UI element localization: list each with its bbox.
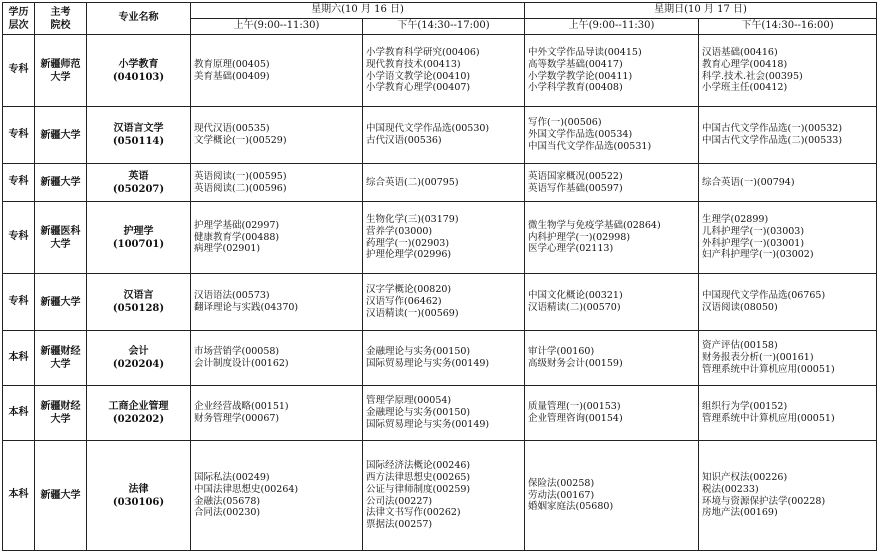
sun-am-cell	[525, 202, 699, 274]
course-item: 儿科护理学(一)(03003)	[702, 225, 805, 237]
course-item: 税法(00233)	[702, 483, 759, 495]
school-cell: 新疆大学	[35, 164, 87, 202]
major-cell	[87, 164, 191, 202]
sat-am-cell	[191, 331, 363, 386]
header-school	[35, 3, 87, 35]
course-item: 综合英语(一)(00794)	[702, 176, 795, 188]
major-code: (050207)	[112, 183, 165, 195]
major-name: 工商企业管理	[108, 401, 169, 412]
header-major: 专业名称	[87, 3, 191, 35]
sat-pm-cell	[363, 164, 525, 202]
course-item: 高等数学基础(00417)	[528, 58, 623, 70]
header-sun-pm: 下午(14:30--16:00)	[699, 19, 877, 35]
course-item: 药理学(一)(02903)	[366, 237, 450, 249]
course-item: 高级财务会计(00159)	[528, 358, 623, 369]
course-item: 市场营销学(00058)	[194, 346, 280, 358]
course-item: 国际贸易理论与实务(00149)	[366, 358, 490, 369]
school-cell: 新疆医科大学	[35, 202, 87, 274]
course-item: 中国古代文学作品选(二)(00533)	[702, 135, 843, 146]
table-row	[3, 35, 877, 107]
sat-pm-cell	[363, 202, 525, 274]
course-item: 合同法(00230)	[194, 507, 261, 519]
major-code: (020204)	[112, 359, 165, 370]
course-item: 外科护理学(一)(03001)	[702, 237, 805, 249]
sun-am-cell	[525, 331, 699, 386]
level-cell: 专科	[3, 274, 35, 331]
major-name: 会计	[128, 346, 149, 357]
course-item: 汉语写作(06462)	[366, 296, 442, 308]
school-cell: 新疆财经大学	[35, 386, 87, 441]
course-item: 小学语文教学论(00410)	[366, 70, 471, 82]
course-item: 内科护理学(一)(02998)	[528, 231, 631, 243]
sun-pm-cell	[699, 386, 877, 441]
header-sat-pm: 下午(14:30--17:00)	[363, 19, 525, 35]
sat-pm-cell	[363, 35, 525, 107]
course-item: 中国现代文学作品选(00530)	[366, 123, 490, 135]
course-item: 英语阅读(二)(00596)	[194, 182, 287, 194]
header-sun-am: 上午(9:00--11:30)	[525, 19, 699, 35]
course-item: 公司法(00227)	[366, 495, 433, 507]
course-item: 现代汉语(00535)	[194, 123, 270, 135]
major-name: 汉语言文学	[113, 123, 164, 134]
sat-pm-cell	[363, 386, 525, 441]
course-item: 会计制度设计(00162)	[194, 358, 289, 369]
table-row	[3, 331, 877, 386]
course-item: 汉语精读(一)(00569)	[366, 307, 459, 319]
sun-pm-cell	[699, 164, 877, 202]
sat-am-cell	[191, 386, 363, 441]
course-item: 护理学基础(02997)	[194, 219, 280, 231]
course-item: 写作(一)(00506)	[528, 117, 602, 129]
course-item: 美育基础(00409)	[194, 70, 270, 82]
major-name: 护理学	[123, 225, 154, 237]
major-cell	[87, 331, 191, 386]
sun-am-cell	[525, 386, 699, 441]
header-saturday: 星期六(10 月 16 日)	[191, 3, 525, 19]
course-item: 财务管理学(00067)	[194, 413, 280, 424]
course-item: 财务报表分析(一)(00161)	[702, 352, 814, 364]
course-item: 法律文书写作(00262)	[366, 507, 461, 519]
course-item: 国际私法(00249)	[194, 471, 270, 483]
header-level-line1: 学历	[8, 6, 29, 18]
course-item: 质量管理(一)(00153)	[528, 401, 621, 413]
sun-pm-cell	[699, 274, 877, 331]
course-item: 汉语阅读(08050)	[702, 302, 778, 313]
table-row	[3, 202, 877, 274]
sat-am-cell	[191, 164, 363, 202]
course-item: 综合英语(二)(00795)	[366, 176, 459, 188]
course-item: 国际贸易理论与实务(00149)	[366, 418, 490, 430]
course-item: 护理伦理学(02996)	[366, 249, 452, 261]
sat-pm-cell	[363, 274, 525, 331]
sat-am-cell	[191, 274, 363, 331]
course-item: 病理学(02901)	[194, 243, 261, 255]
course-item: 组织行为学(00152)	[702, 401, 788, 413]
course-item: 教育心理学(00418)	[702, 58, 788, 70]
major-code: (050114)	[112, 136, 165, 147]
course-item: 公证与律师制度(00259)	[366, 483, 471, 495]
course-item: 环境与资源保护法学(00228)	[702, 495, 826, 507]
course-item: 票据法(00257)	[366, 519, 433, 531]
course-item: 国际经济法概论(00246)	[366, 459, 471, 471]
level-cell: 本科	[3, 441, 35, 551]
course-item: 保险法(00258)	[528, 477, 595, 489]
course-item: 营养学(03000)	[366, 225, 433, 237]
header-level-line2: 层次	[8, 19, 29, 31]
course-item: 科学.技术.社会(00395)	[702, 70, 803, 82]
course-item: 小学教育心理学(00407)	[366, 82, 471, 94]
major-name: 小学教育	[118, 58, 159, 70]
major-code: (050128)	[112, 303, 165, 314]
sun-pm-cell	[699, 441, 877, 551]
major-cell	[87, 35, 191, 107]
course-item: 小学数学教学论(00411)	[528, 70, 633, 82]
course-item: 企业经营战略(00151)	[194, 401, 289, 413]
exam-schedule-table	[2, 2, 877, 551]
school-cell: 新疆大学	[35, 441, 87, 551]
sun-am-cell	[525, 274, 699, 331]
sat-pm-cell	[363, 331, 525, 386]
course-item: 金融理论与实务(00150)	[366, 407, 471, 419]
sun-am-cell	[525, 164, 699, 202]
course-item: 生物化学(三)(03179)	[366, 213, 459, 225]
sat-am-cell	[191, 202, 363, 274]
school-cell: 新疆师范大学	[35, 35, 87, 107]
course-item: 中国现代文学作品选(06765)	[702, 290, 826, 302]
major-cell	[87, 386, 191, 441]
course-item: 英语国家概况(00522)	[528, 170, 623, 182]
major-cell	[87, 274, 191, 331]
sat-am-cell	[191, 107, 363, 164]
header-sat-am: 上午(9:00--11:30)	[191, 19, 363, 35]
table-row	[3, 164, 877, 202]
course-item: 审计学(00160)	[528, 346, 595, 358]
course-item: 中国古代文学作品选(一)(00532)	[702, 123, 843, 135]
course-item: 金融理论与实务(00150)	[366, 346, 471, 358]
course-item: 劳动法(00167)	[528, 489, 595, 501]
level-cell: 专科	[3, 164, 35, 202]
level-cell: 专科	[3, 202, 35, 274]
course-item: 妇产科护理学(一)(03002)	[702, 249, 814, 261]
sat-am-cell	[191, 441, 363, 551]
course-item: 古代汉语(00536)	[366, 135, 442, 146]
course-item: 企业管理咨询(00154)	[528, 413, 623, 424]
course-item: 医学心理学(02113)	[528, 243, 614, 255]
sat-pm-cell	[363, 107, 525, 164]
major-name: 汉语言	[123, 290, 154, 301]
course-item: 小学科学教育(00408)	[528, 82, 623, 94]
course-item: 中国当代文学作品选(00531)	[528, 140, 652, 152]
course-item: 汉语语法(00573)	[194, 290, 270, 302]
course-item: 现代教育技术(00413)	[366, 58, 461, 70]
level-cell: 本科	[3, 331, 35, 386]
school-cell: 新疆财经大学	[35, 331, 87, 386]
course-item: 知识产权法(00226)	[702, 471, 788, 483]
course-item: 英语阅读(一)(00595)	[194, 170, 287, 182]
course-item: 中国法律思想史(00264)	[194, 483, 299, 495]
header-sunday: 星期日(10 月 17 日)	[525, 3, 877, 19]
course-item: 管理系统中计算机应用(00051)	[702, 413, 835, 424]
course-item: 资产评估(00158)	[702, 340, 778, 352]
table-row	[3, 386, 877, 441]
table-header	[3, 3, 877, 35]
major-code: (020202)	[112, 414, 165, 425]
course-item: 婚姻家庭法(05680)	[528, 501, 614, 513]
level-cell: 本科	[3, 386, 35, 441]
course-item: 西方法律思想史(00265)	[366, 471, 471, 483]
major-code: (100701)	[112, 238, 165, 250]
course-item: 汉语精读(二)(00570)	[528, 302, 621, 313]
major-code: (040103)	[112, 71, 165, 83]
sun-pm-cell	[699, 331, 877, 386]
table-body	[3, 35, 877, 551]
major-cell	[87, 441, 191, 551]
course-item: 翻译理论与实践(04370)	[194, 302, 299, 313]
course-item: 小学班主任(00412)	[702, 82, 788, 94]
sun-pm-cell	[699, 107, 877, 164]
table-row	[3, 441, 877, 551]
major-cell	[87, 107, 191, 164]
school-cell: 新疆大学	[35, 274, 87, 331]
course-item: 管理系统中计算机应用(00051)	[702, 363, 835, 375]
course-item: 微生物学与免疫学基础(02864)	[528, 219, 661, 231]
level-cell: 专科	[3, 35, 35, 107]
table-row	[3, 107, 877, 164]
course-item: 汉字学概论(00820)	[366, 284, 452, 296]
course-item: 教育原理(00405)	[194, 58, 270, 70]
course-item: 外国文学作品选(00534)	[528, 129, 633, 141]
major-code: (030106)	[112, 496, 165, 508]
table-row	[3, 274, 877, 331]
course-item: 文学概论(一)(00529)	[194, 135, 287, 146]
sun-pm-cell	[699, 202, 877, 274]
major-cell	[87, 202, 191, 274]
sun-am-cell	[525, 107, 699, 164]
header-school-line1: 主考	[50, 6, 71, 18]
sun-pm-cell	[699, 35, 877, 107]
header-level	[3, 3, 35, 35]
course-item: 管理学原理(00054)	[366, 395, 452, 407]
course-item: 英语写作基础(00597)	[528, 182, 623, 194]
course-item: 生理学(02899)	[702, 213, 769, 225]
major-name: 英语	[128, 170, 149, 182]
sun-am-cell	[525, 441, 699, 551]
major-name: 法律	[128, 483, 149, 495]
sun-am-cell	[525, 35, 699, 107]
course-item: 金融法(05678)	[194, 495, 261, 507]
sat-am-cell	[191, 35, 363, 107]
course-item: 中国文化概论(00321)	[528, 290, 623, 302]
course-item: 中外文学作品导读(00415)	[528, 46, 642, 58]
header-school-line2: 院校	[50, 19, 71, 31]
course-item: 汉语基础(00416)	[702, 46, 778, 58]
course-item: 房地产法(00169)	[702, 507, 778, 519]
sat-pm-cell	[363, 441, 525, 551]
course-item: 健康教育学(00488)	[194, 231, 280, 243]
course-item: 小学教育科学研究(00406)	[366, 46, 480, 58]
level-cell: 专科	[3, 107, 35, 164]
school-cell: 新疆大学	[35, 107, 87, 164]
